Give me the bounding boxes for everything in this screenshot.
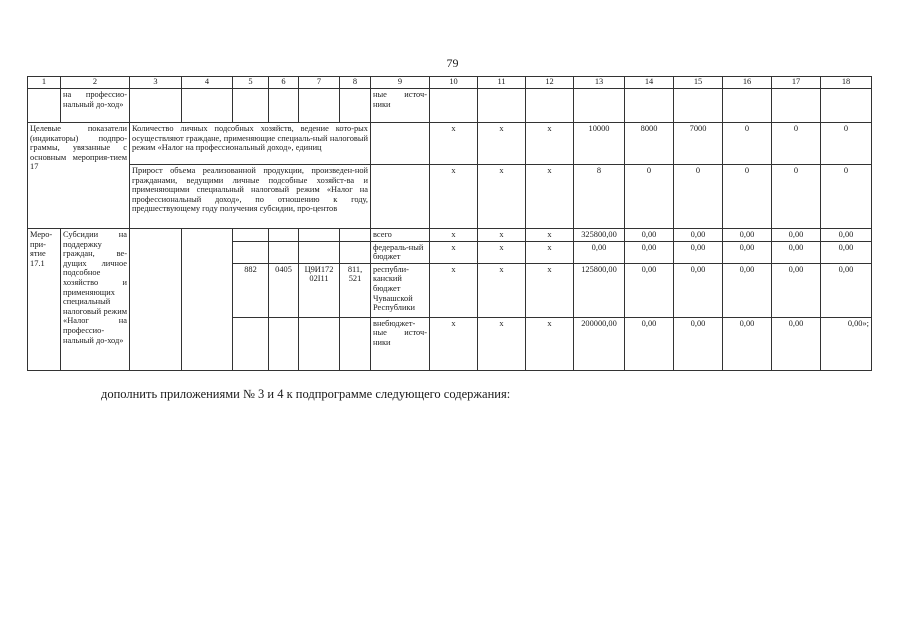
header-cell: 18 (821, 77, 872, 89)
measure-name: Субсидии на поддержку граждан, ве-дущих личное подсобное хозяйство и применяющих специальный налоговый режим «Налог на профессио-нальный до-ход» (61, 229, 130, 371)
table-cell: x (478, 123, 526, 165)
table-cell: 0 (772, 123, 821, 165)
table-cell: 0,00 (821, 241, 872, 263)
table-cell: 0,00 (723, 229, 772, 242)
table-cell: 0,00 (772, 241, 821, 263)
continuation-row (28, 89, 872, 123)
table-cell: x (430, 229, 478, 242)
table-cell: x (526, 317, 574, 370)
header-cell: 12 (526, 77, 574, 89)
continuation-source: ные источ-ники (371, 89, 430, 123)
table-cell: 0,00 (674, 263, 723, 317)
table-cell: x (478, 229, 526, 242)
table-cell: x (526, 229, 574, 242)
table-cell: x (478, 263, 526, 317)
table-cell: x (478, 241, 526, 263)
table-cell: 8000 (625, 123, 674, 165)
table-cell: 0 (821, 123, 872, 165)
header-cell: 4 (182, 77, 233, 89)
table-cell: x (430, 317, 478, 370)
table-cell: x (526, 165, 574, 229)
header-cell: 1 (28, 77, 61, 89)
amendment-text: дополнить приложениями № 3 и 4 к подпрограмме следующего содержания: (101, 387, 511, 401)
header-cell: 2 (61, 77, 130, 89)
table-cell: 125800,00 (574, 263, 625, 317)
table-cell: 0 (772, 165, 821, 229)
header-cell: 6 (269, 77, 299, 89)
table-cell: x (478, 317, 526, 370)
budget-code-section: 0405 (269, 263, 299, 317)
budget-code-target: Ц9И172 02I11 (299, 263, 340, 317)
table-cell: 0,00 (723, 317, 772, 370)
header-cell: 3 (130, 77, 182, 89)
indicator-row (28, 123, 872, 165)
funding-source: федераль-ный бюджет (371, 241, 430, 263)
header-cell: 14 (625, 77, 674, 89)
table-cell: x (526, 263, 574, 317)
table-cell: 0,00 (674, 229, 723, 242)
continuation-text: на профессио-нальный до-ход» (61, 89, 130, 123)
header-cell: 13 (574, 77, 625, 89)
table-cell: 0,00 (625, 263, 674, 317)
table-cell: 0,00 (723, 241, 772, 263)
funding-source: внебюджет-ные источ-ники (371, 317, 430, 370)
table-cell: x (430, 123, 478, 165)
header-cell: 17 (772, 77, 821, 89)
table-cell: 0 (625, 165, 674, 229)
header-cell: 10 (430, 77, 478, 89)
table-cell: 0,00 (821, 263, 872, 317)
header-cell: 5 (233, 77, 269, 89)
program-table (27, 76, 872, 371)
table-cell: 0 (821, 165, 872, 229)
funding-source: всего (371, 229, 430, 242)
table-cell: 200000,00 (574, 317, 625, 370)
table-cell: 0,00 (625, 229, 674, 242)
table-cell: x (526, 241, 574, 263)
table-cell: 8 (574, 165, 625, 229)
indicator-description: Прирост объема реализованной продукции, произведен-ной гражданами, ведущими личные подсобные хозяйст-ва и применяющими специальный налоговый режим «Налог на профессиональный доход», по отношению к году, предшествующему году получения субсидии, про-центов (130, 165, 371, 229)
table-cell: 0,00 (674, 317, 723, 370)
funding-row (28, 229, 872, 242)
table-cell: 0,00 (625, 241, 674, 263)
table-cell: 0,00»; (821, 317, 872, 370)
header-cell: 9 (371, 77, 430, 89)
measure-code: Меро-при-ятие 17.1 (28, 229, 61, 371)
table-cell: 0,00 (821, 229, 872, 242)
table-cell: 0,00 (574, 241, 625, 263)
table-cell: 325800,00 (574, 229, 625, 242)
table-cell: x (430, 165, 478, 229)
indicator-row (28, 165, 872, 229)
header-row (28, 77, 872, 89)
table-cell: 0 (674, 165, 723, 229)
table-cell: 0 (723, 123, 772, 165)
budget-code-ministry: 882 (233, 263, 269, 317)
header-cell: 15 (674, 77, 723, 89)
table-cell: x (478, 165, 526, 229)
page-number: 79 (446, 56, 459, 70)
table-cell: 0,00 (723, 263, 772, 317)
table-cell: 10000 (574, 123, 625, 165)
header-cell: 16 (723, 77, 772, 89)
table-cell: x (430, 263, 478, 317)
table-cell: 0,00 (772, 229, 821, 242)
table-cell: x (430, 241, 478, 263)
table-cell: 0,00 (772, 317, 821, 370)
indicators-label: Целевые показатели (индикаторы) подпро-граммы, увязанные с основным мероприя-тием 17 (28, 123, 130, 229)
header-cell: 11 (478, 77, 526, 89)
budget-code-type: 811, 521 (340, 263, 371, 317)
header-cell: 7 (299, 77, 340, 89)
table-cell: x (526, 123, 574, 165)
table-cell: 0 (723, 165, 772, 229)
table-cell: 0,00 (625, 317, 674, 370)
table-cell: 7000 (674, 123, 723, 165)
table-cell: 0,00 (772, 263, 821, 317)
table-cell: 0,00 (674, 241, 723, 263)
header-cell: 8 (340, 77, 371, 89)
funding-source: республи-канский бюджет Чувашской Республики (371, 263, 430, 317)
indicator-description: Количество личных подсобных хозяйств, ведение кото-рых осуществляют граждане, применяющие специаль-ный налоговый режим «Налог на профессиональный доход», единиц (130, 123, 371, 165)
